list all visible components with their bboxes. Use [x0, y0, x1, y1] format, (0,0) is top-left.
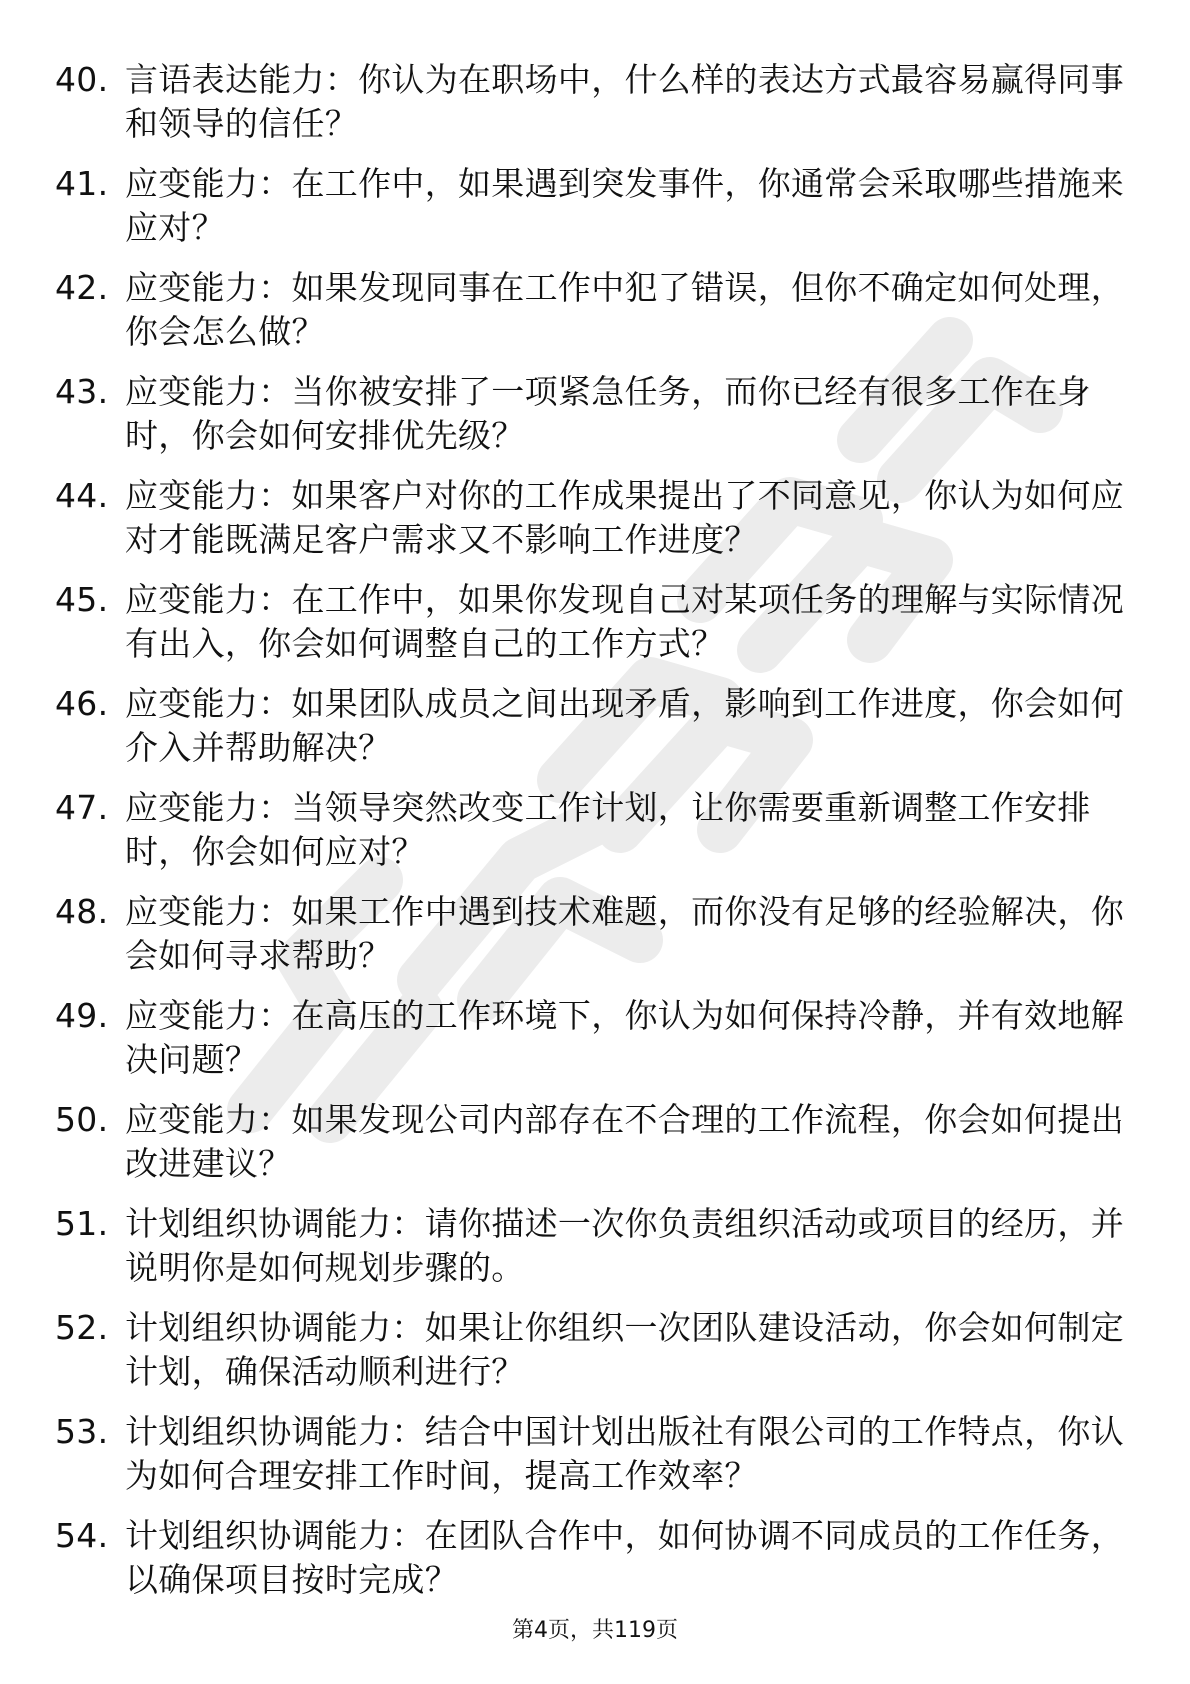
- question-number: 41.: [55, 164, 109, 203]
- question-item: [55, 578, 1140, 666]
- question-text: 应变能力：在高压的工作环境下，你认为如何保持冷静，并有效地解决问题？: [125, 996, 1124, 1079]
- question-number: 53.: [55, 1412, 109, 1451]
- question-text: 计划组织协调能力：在团队合作中，如何协调不同成员的工作任务，以确保项目按时完成？: [125, 1516, 1124, 1599]
- question-item: [55, 370, 1140, 458]
- question-item: [55, 162, 1140, 250]
- question-text: 言语表达能力：你认为在职场中，什么样的表达方式最容易赢得同事和领导的信任？: [125, 60, 1124, 143]
- question-number: 50.: [55, 1100, 109, 1139]
- question-number: 42.: [55, 268, 109, 307]
- question-text: 计划组织协调能力：如果让你组织一次团队建设活动，你会如何制定计划，确保活动顺利进行？: [125, 1308, 1124, 1391]
- question-item: [55, 1410, 1140, 1498]
- question-text: 应变能力：在工作中，如果你发现自己对某项任务的理解与实际情况有出入，你会如何调整自己的工作方式？: [125, 580, 1124, 663]
- question-text: 计划组织协调能力：结合中国计划出版社有限公司的工作特点，你认为如何合理安排工作时间，提高工作效率？: [125, 1412, 1124, 1495]
- question-item: [55, 474, 1140, 562]
- question-number: 48.: [55, 892, 109, 931]
- question-number: 47.: [55, 788, 109, 827]
- question-number: 52.: [55, 1308, 109, 1347]
- page-number-footer: 第4页，共119页: [512, 1618, 678, 1643]
- question-text: 应变能力：当你被安排了一项紧急任务，而你已经有很多工作在身时，你会如何安排优先级？: [125, 372, 1091, 455]
- question-item: [55, 1202, 1140, 1290]
- question-text: 应变能力：当领导突然改变工作计划，让你需要重新调整工作安排时，你会如何应对？: [125, 788, 1091, 871]
- question-item: [55, 266, 1140, 354]
- question-item: [55, 58, 1140, 146]
- question-text: 应变能力：如果工作中遇到技术难题，而你没有足够的经验解决，你会如何寻求帮助？: [125, 892, 1124, 975]
- question-number: 51.: [55, 1204, 109, 1243]
- question-text: 应变能力：如果客户对你的工作成果提出了不同意见，你认为如何应对才能既满足客户需求又不影响工作进度？: [125, 476, 1124, 559]
- question-item: [55, 786, 1140, 874]
- question-number: 46.: [55, 684, 109, 723]
- question-number: 40.: [55, 60, 109, 99]
- question-item: [55, 1306, 1140, 1394]
- question-item: [55, 1098, 1140, 1186]
- question-text: 应变能力：如果团队成员之间出现矛盾，影响到工作进度，你会如何介入并帮助解决？: [125, 684, 1124, 767]
- question-text: 应变能力：如果发现同事在工作中犯了错误，但你不确定如何处理，你会怎么做？: [125, 268, 1124, 351]
- question-item: [55, 682, 1140, 770]
- question-text: 应变能力：在工作中，如果遇到突发事件，你通常会采取哪些措施来应对？: [125, 164, 1124, 247]
- question-text: 应变能力：如果发现公司内部存在不合理的工作流程，你会如何提出改进建议？: [125, 1100, 1124, 1183]
- question-number: 44.: [55, 476, 109, 515]
- question-list: [55, 58, 1140, 1618]
- question-number: 45.: [55, 580, 109, 619]
- question-text: 计划组织协调能力：请你描述一次你负责组织活动或项目的经历，并说明你是如何规划步骤的。: [125, 1204, 1124, 1287]
- question-item: [55, 890, 1140, 978]
- question-number: 43.: [55, 372, 109, 411]
- question-item: [55, 994, 1140, 1082]
- question-number: 49.: [55, 996, 109, 1035]
- question-item: [55, 1514, 1140, 1602]
- question-number: 54.: [55, 1516, 109, 1555]
